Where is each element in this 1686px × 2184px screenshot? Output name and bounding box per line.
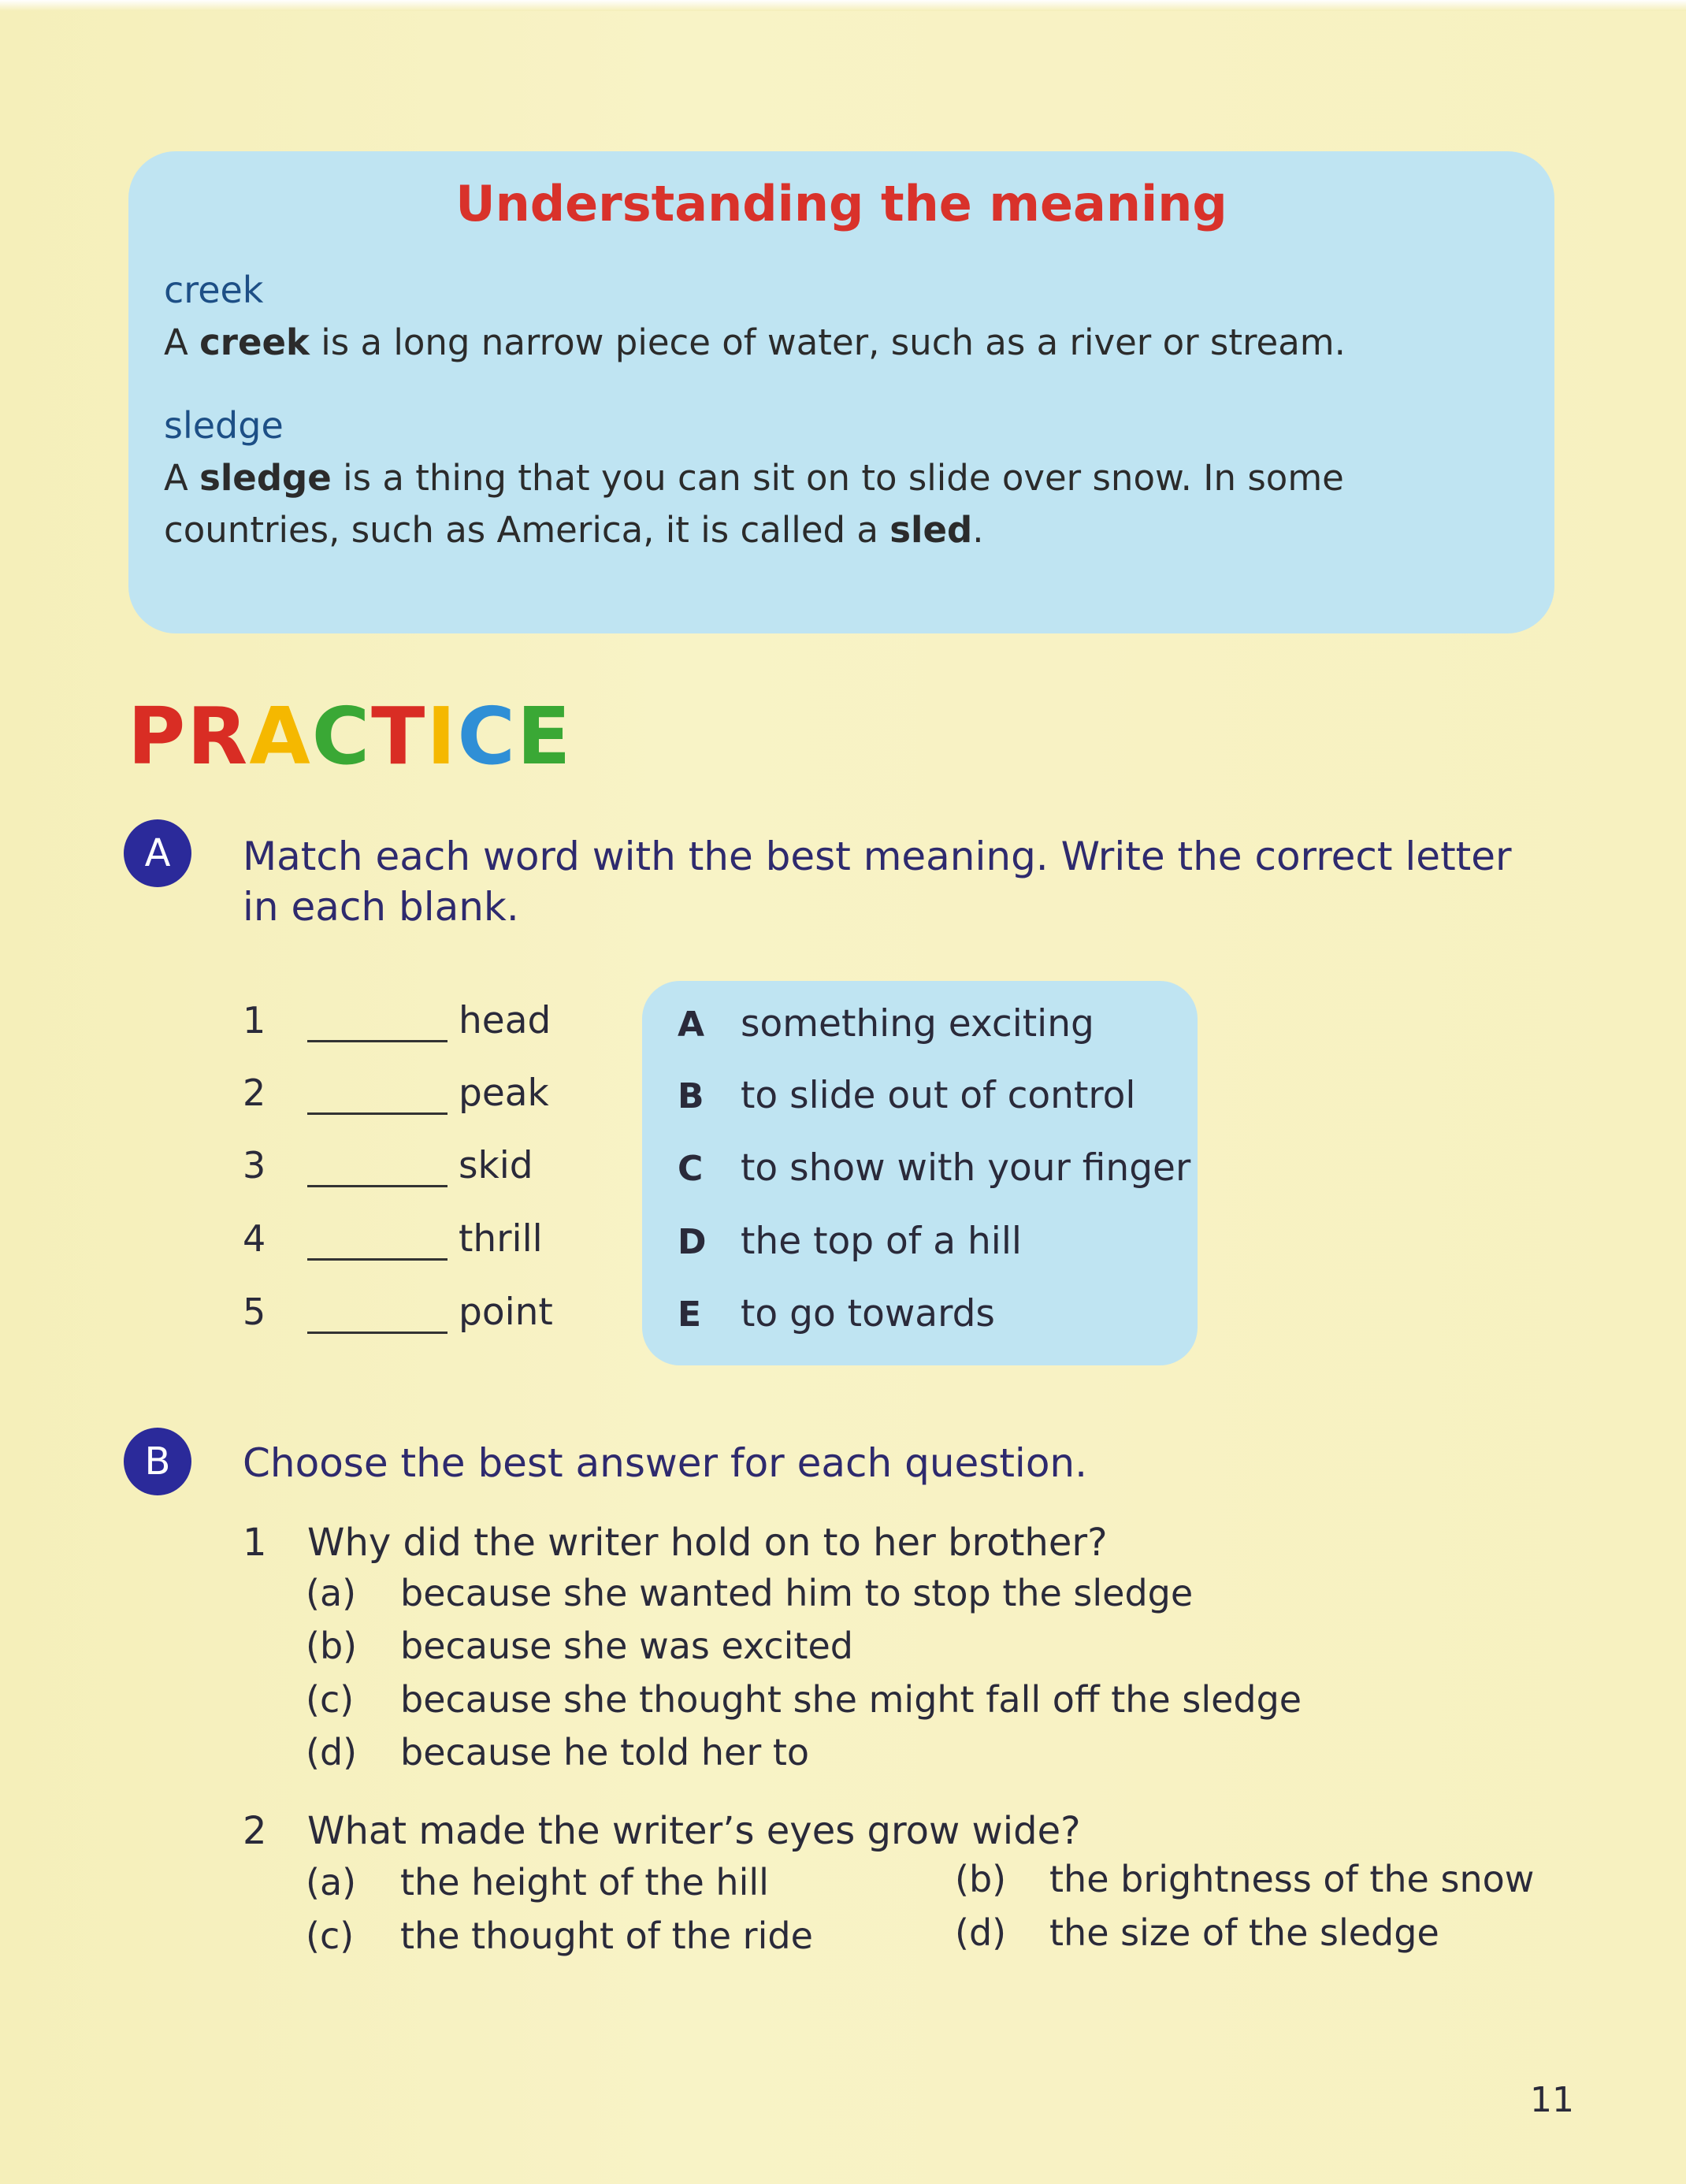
meaning-letter: D bbox=[678, 1222, 707, 1262]
vocab-word: sledge bbox=[164, 404, 284, 447]
meaning-row bbox=[678, 1074, 1136, 1121]
match-word: skid bbox=[459, 1144, 533, 1187]
vocab-word: creek bbox=[164, 269, 264, 311]
match-word: peak bbox=[459, 1072, 549, 1115]
option-text: the thought of the ride bbox=[400, 1915, 813, 1957]
option-label: (d) bbox=[306, 1731, 358, 1774]
answer-blank[interactable] bbox=[307, 1040, 447, 1042]
answer-blank[interactable] bbox=[307, 1332, 447, 1334]
page-number: 11 bbox=[1530, 2080, 1574, 2120]
answer-blank[interactable] bbox=[307, 1185, 447, 1187]
meaning-letter: E bbox=[678, 1294, 702, 1335]
meaning-letter: B bbox=[678, 1076, 704, 1116]
meaning-row bbox=[678, 1002, 1094, 1049]
option-text: because she thought she might fall off the sledge bbox=[400, 1678, 1302, 1721]
vocab-entry-sledge bbox=[164, 403, 1491, 556]
option-label: (a) bbox=[306, 1861, 357, 1904]
practice-letter: A bbox=[249, 690, 312, 782]
answer-blank[interactable] bbox=[307, 1112, 447, 1115]
item-number: 4 bbox=[243, 1217, 266, 1260]
meaning-text: something exciting bbox=[741, 1002, 1094, 1046]
option-text: because he told her to bbox=[400, 1731, 810, 1774]
option-label: (b) bbox=[955, 1858, 1007, 1900]
option-label: (d) bbox=[955, 1911, 1007, 1954]
option-text: the height of the hill bbox=[400, 1861, 769, 1904]
vocabulary-box bbox=[128, 151, 1554, 633]
meaning-letter: A bbox=[678, 1005, 705, 1045]
practice-letter: P bbox=[128, 690, 188, 782]
match-word: head bbox=[459, 999, 551, 1042]
option-text: the brightness of the snow bbox=[1049, 1858, 1535, 1900]
meaning-row bbox=[678, 1220, 1022, 1267]
vocab-definition bbox=[164, 317, 1491, 369]
answer-blank[interactable] bbox=[307, 1258, 447, 1261]
def-bold-word: creek bbox=[199, 321, 310, 363]
option-label: (b) bbox=[306, 1625, 358, 1667]
meaning-text: to slide out of control bbox=[741, 1074, 1136, 1117]
section-b-badge: B bbox=[124, 1428, 191, 1495]
section-a-badge: A bbox=[124, 819, 191, 887]
question-text: What made the writer’s eyes grow wide? bbox=[307, 1809, 1081, 1853]
option-label: (c) bbox=[306, 1915, 355, 1957]
question-text: Why did the writer hold on to her brother? bbox=[307, 1521, 1108, 1565]
item-number: 5 bbox=[243, 1291, 266, 1333]
page-top-edge bbox=[0, 0, 1686, 11]
meaning-row bbox=[678, 1292, 995, 1339]
option-text: the size of the sledge bbox=[1049, 1911, 1439, 1954]
practice-letter: R bbox=[187, 690, 250, 782]
def-bold-word: sledge bbox=[199, 457, 332, 499]
option-text: because she was excited bbox=[400, 1625, 853, 1667]
practice-letter: E bbox=[516, 690, 573, 782]
option-label: (a) bbox=[306, 1572, 357, 1614]
practice-letter: I bbox=[426, 690, 458, 782]
practice-heading bbox=[128, 690, 573, 782]
def-text: A bbox=[164, 321, 200, 363]
meaning-text: to show with your finger bbox=[741, 1146, 1191, 1190]
question-number: 1 bbox=[243, 1521, 267, 1565]
def-text: . bbox=[972, 509, 984, 551]
question-number: 2 bbox=[243, 1809, 267, 1853]
item-number: 1 bbox=[243, 999, 266, 1042]
match-word: thrill bbox=[459, 1217, 543, 1261]
def-text: A bbox=[164, 457, 200, 499]
option-text: because she wanted him to stop the sledge bbox=[400, 1572, 1194, 1614]
option-label: (c) bbox=[306, 1678, 355, 1721]
meaning-letter: C bbox=[678, 1149, 704, 1189]
practice-letter: C bbox=[457, 690, 517, 782]
section-a-instruction: Match each word with the best meaning. Write the correct letter in each blank. bbox=[243, 834, 1512, 930]
practice-letter: C bbox=[311, 690, 372, 782]
section-b-instruction: Choose the best answer for each question. bbox=[243, 1440, 1087, 1486]
vocab-entry-creek bbox=[164, 268, 1491, 369]
meaning-text: to go towards bbox=[741, 1292, 995, 1335]
item-number: 2 bbox=[243, 1072, 266, 1114]
meaning-row bbox=[678, 1146, 1190, 1194]
match-word: point bbox=[459, 1291, 553, 1334]
vocabulary-title: Understanding the meaning bbox=[455, 175, 1227, 232]
vocab-definition bbox=[164, 452, 1491, 556]
def-bold-word: sled bbox=[889, 509, 973, 551]
def-text: is a thing that you can sit on to slide over snow. In some countries, such as America, it is called a bbox=[164, 457, 1344, 551]
item-number: 3 bbox=[243, 1144, 266, 1187]
def-text: is a long narrow piece of water, such as a river or stream. bbox=[309, 321, 1346, 363]
meaning-text: the top of a hill bbox=[741, 1220, 1022, 1263]
practice-letter: T bbox=[371, 690, 427, 782]
